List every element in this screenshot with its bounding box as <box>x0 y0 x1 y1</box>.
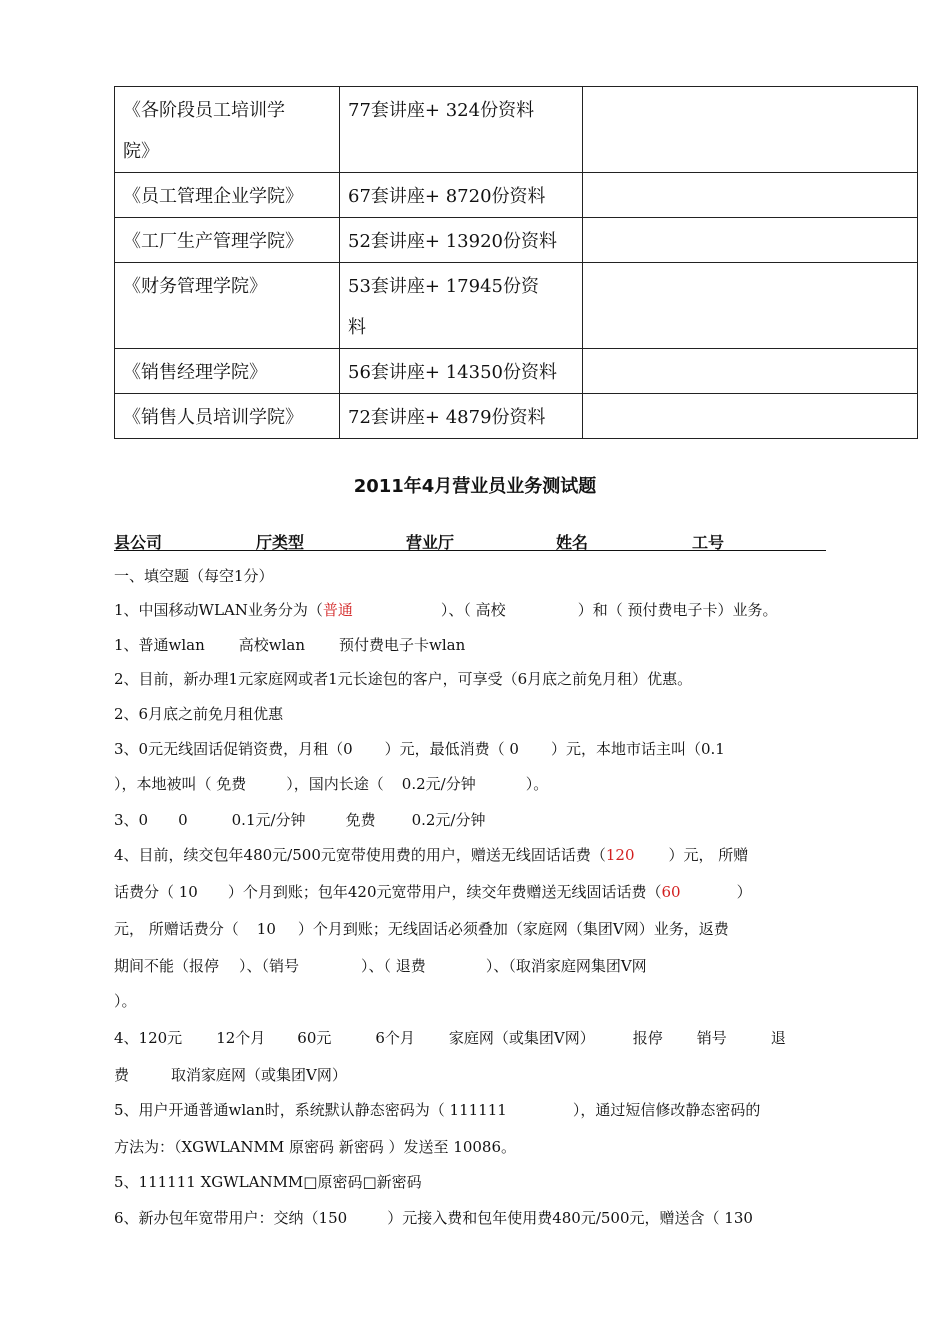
course-detail-line1: 53套讲座+ 17945份资 <box>348 276 539 297</box>
answer-item: 1、普通wlan <box>114 636 205 654</box>
exam-header <box>114 528 826 551</box>
question-4-line-4 <box>114 955 834 981</box>
answer-item: 销号 <box>696 1029 727 1047</box>
answer-item: 12个月 <box>216 1029 266 1047</box>
question-4-line-1 <box>114 844 834 870</box>
course-name: 《财务管理学院》 <box>115 263 340 349</box>
answer-item: 报停 <box>632 1029 663 1047</box>
q6-text: ）元接入费和包年使用费480元/500元，赠送含（ 130 <box>387 1209 753 1227</box>
course-extra <box>583 218 918 263</box>
answer-3 <box>114 809 834 835</box>
q6-text: 6、新办包年宽带用户：交纳（150 <box>114 1209 348 1227</box>
section-heading: 一、填空题（每空1分） <box>114 567 274 585</box>
answer-item: 0.2元/分钟 <box>411 811 486 829</box>
answer-2: 2、6月底之前免月租优惠 <box>114 705 284 723</box>
q4-text: ） <box>736 883 752 901</box>
course-detail: 72套讲座+ 4879份资料 <box>340 394 583 439</box>
q4-text: ）个月到账；无线固话必须叠加（家庭网（集团V网）业务，返费 <box>297 920 729 938</box>
q4-text: ）、（取消家庭网集团V网 <box>485 957 647 975</box>
course-table <box>114 86 918 439</box>
question-1 <box>114 599 834 625</box>
question-2: 2、目前，新办理1元家庭网或者1元长途包的客户，可享受（6月底之前免月租）优惠。 <box>114 670 693 688</box>
q4-answer-1: 120 <box>605 846 635 864</box>
hall-type-label: 厅类型 <box>256 533 305 552</box>
course-detail: 67套讲座+ 8720份资料 <box>340 173 583 218</box>
answer-1 <box>114 634 834 660</box>
q4-text: ）元， 所赠 <box>668 846 749 864</box>
q4-answer-2: 60 <box>661 883 681 901</box>
answer-5: 5、111111 XGWLANMM□原密码□新密码 <box>114 1173 422 1191</box>
q5-text: ），通过短信修改静态密码的 <box>572 1101 761 1119</box>
q3-text: 0.2元/分钟 <box>401 775 476 793</box>
q3-text: ），国内长途（ <box>286 775 384 793</box>
course-detail: 56套讲座+ 14350份资料 <box>340 349 583 394</box>
answer-item: 3、0 <box>114 811 149 829</box>
answer-item: 4、120元 <box>114 1029 183 1047</box>
table-row <box>115 349 918 394</box>
course-extra <box>583 263 918 349</box>
course-name-line1: 《各阶段员工培训学 <box>123 100 285 121</box>
answer-item: 0 <box>178 811 188 829</box>
question-4-line-5: ）。 <box>114 992 137 1010</box>
q4-text: ）、（销号 <box>239 957 300 975</box>
question-3-line-1 <box>114 738 834 764</box>
answer-item: 取消家庭网（或集团V网） <box>171 1066 347 1084</box>
answer-item: 退 <box>770 1029 786 1047</box>
course-name: 《销售经理学院》 <box>115 349 340 394</box>
hall-label: 营业厅 <box>406 533 455 552</box>
course-extra <box>583 394 918 439</box>
table-row <box>115 173 918 218</box>
q3-text: ）元，本地市话主叫（0.1 <box>550 740 725 758</box>
answer-item: 家庭网（或集团V网） <box>448 1029 595 1047</box>
course-extra <box>583 349 918 394</box>
question-3-line-2 <box>114 773 834 799</box>
name-label: 姓名 <box>556 533 589 552</box>
course-name-line2: 院》 <box>123 141 159 162</box>
question-6 <box>114 1207 834 1233</box>
question-5-line-2: 方法为：（XGWLANMM 原密码 新密码 ）发送至 10086。 <box>114 1138 517 1156</box>
table-row <box>115 394 918 439</box>
answer-4-line-1 <box>114 1027 834 1053</box>
page-title: 2011年4月营业员业务测试题 <box>353 476 597 497</box>
q4-text: 期间不能（报停 <box>114 957 220 975</box>
q3-text: ），本地被叫（ 免费 <box>114 775 247 793</box>
q4-text: 话费分（ 10 <box>114 883 198 901</box>
answer-item: 0.1元/分钟 <box>231 811 306 829</box>
question-4-line-3 <box>114 918 834 944</box>
course-detail: 52套讲座+ 13920份资料 <box>340 218 583 263</box>
q5-text: 5、用户开通普通wlan时，系统默认静态密码为（ 111111 <box>114 1101 507 1119</box>
id-label: 工号 <box>692 533 725 552</box>
course-name: 《工厂生产管理学院》 <box>115 218 340 263</box>
answer-item: 6个月 <box>375 1029 415 1047</box>
q4-text: 元， 所赠话费分（ <box>114 920 239 938</box>
q3-text: 3、0元无线固话促销资费，月租（0 <box>114 740 353 758</box>
q1-answer-1: 普通 <box>322 601 353 619</box>
answer-item: 预付费电子卡wlan <box>339 636 466 654</box>
q3-text: ）。 <box>525 775 549 793</box>
course-detail: 77套讲座+ 324份资料 <box>340 87 583 173</box>
answer-item: 高校wlan <box>238 636 306 654</box>
q4-text: 4、目前，续交包年480元/500元宽带使用费的用户，赠送无线固话话费（ <box>114 846 606 864</box>
q3-text: ）元，最低消费（ 0 <box>384 740 519 758</box>
q4-text: ）、（ 退费 <box>361 957 426 975</box>
course-name <box>115 87 340 173</box>
table-row <box>115 263 918 349</box>
course-detail-line2: 料 <box>348 317 366 338</box>
course-extra <box>583 87 918 173</box>
question-5-line-1 <box>114 1099 834 1125</box>
county-label: 县公司 <box>114 533 163 552</box>
course-extra <box>583 173 918 218</box>
q1-text-b: ）、（ 高校 <box>440 601 506 619</box>
q4-text: ）个月到账；包年420元宽带用户，续交年费赠送无线固话话费（ <box>227 883 662 901</box>
table-row <box>115 218 918 263</box>
course-name: 《销售人员培训学院》 <box>115 394 340 439</box>
question-4-line-2 <box>114 881 834 907</box>
answer-4-line-2 <box>114 1064 834 1090</box>
course-detail <box>340 263 583 349</box>
table-row <box>115 87 918 173</box>
q1-text-a: 1、中国移动WLAN业务分为（ <box>114 601 323 619</box>
answer-item: 60元 <box>297 1029 332 1047</box>
answer-item: 费 <box>114 1066 130 1084</box>
answer-item: 免费 <box>345 811 376 829</box>
q4-text: 10 <box>256 920 276 938</box>
q1-text-c: ）和（ 预付费电子卡）业务。 <box>577 601 778 619</box>
course-name: 《员工管理企业学院》 <box>115 173 340 218</box>
